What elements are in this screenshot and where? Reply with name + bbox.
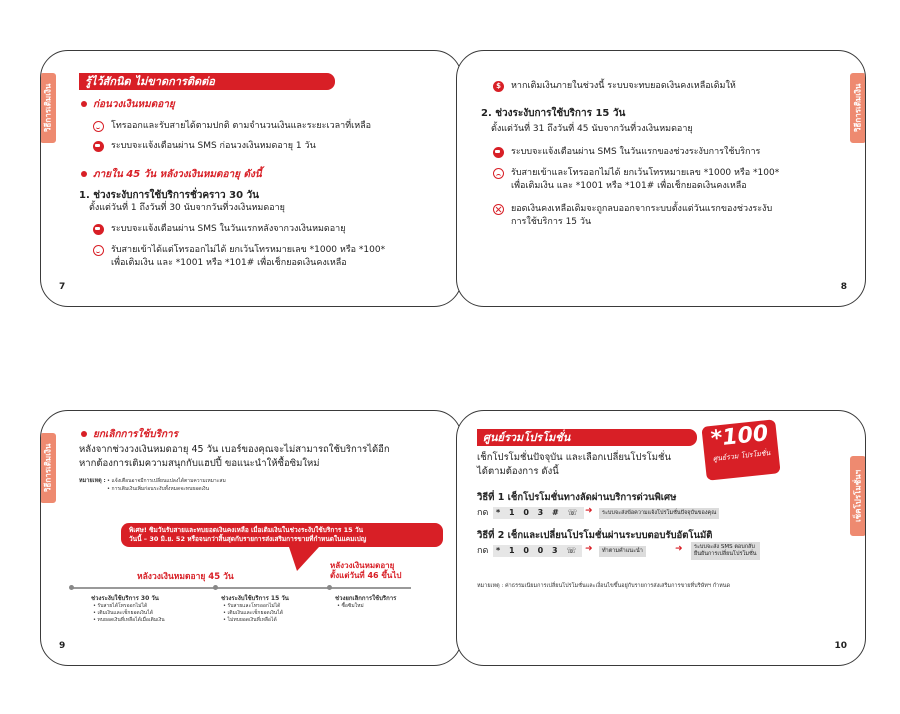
col-title: ช่วงยกเลิกการใช้บริการ	[335, 595, 397, 602]
col-title: ช่วงระงับใช้บริการ 30 วัน	[91, 595, 159, 602]
after-label-line: หลังวงเงินหมดอายุ	[330, 561, 395, 570]
timeline-bar	[71, 587, 411, 589]
note-line: • การเติมเงินเพิ่มก่อนระงับทั้งหมดจะทบยอดเงิน	[107, 486, 210, 492]
info-line: โทรออกและรับสายได้ตามปกติ ตามจำนวนเงินและระยะเวลาที่เหลือ	[111, 121, 372, 131]
col-title: ช่วงระงับใช้บริการ 15 วัน	[221, 595, 289, 602]
info-line: รับสายเข้าและโทรออกไม่ได้ ยกเว้นโทรหมายเลข *1000 หรือ *100*	[511, 168, 780, 178]
info-line: หากเติมเงินภายในช่วงนี้ ระบบจะทบยอดเงินคงเหลือเดิมให้	[511, 81, 736, 91]
press-label: กด	[477, 546, 489, 556]
sms-icon	[493, 147, 504, 158]
side-tab: วิธีการเติมเงิน	[40, 73, 56, 143]
info-line: ระบบจะแจ้งเตือนผ่าน SMS ในวันแรกหลังจากวงเงินหมดอายุ	[111, 224, 346, 234]
section-banner: รู้ไว้สักนิด ไม่ขาดการติดต่อ	[79, 73, 335, 90]
note-line: • แจ้งเตือนอาจมีการเปลี่ยนแปลงได้ตามความเหมาะสม	[107, 478, 226, 484]
promo-logo	[701, 419, 780, 480]
col-item: • ไม่ทบยอดเงินที่เหลือได้	[223, 617, 277, 623]
step-box: ทำตามคำแนะนำ	[599, 546, 646, 557]
arrow-right-icon: ➜	[675, 544, 683, 554]
after-label-line: ตั้งแต่วันที่ 46 ขึ้นไป	[330, 571, 402, 580]
after-label	[330, 561, 401, 581]
side-tab: วิธีการเติมเงิน	[40, 433, 56, 503]
timeline-dot	[69, 585, 74, 590]
item-title: 1. ช่วงระงับการใช้บริการชั่วคราว 30 วัน	[79, 190, 259, 201]
heading-text: ยกเลิกการใช้บริการ	[93, 429, 178, 440]
col-item: • เติมเงินและเช็กยอดเงินได้	[223, 610, 283, 616]
info-line: การใช้บริการ 15 วัน	[511, 217, 592, 227]
press-label: กด	[477, 508, 489, 518]
result-box: ระบบจะส่งข้อความแจ้งโปรโมชั่นปัจจุบันของคุณ	[599, 508, 719, 519]
paragraph: หลังจากช่วงวงเงินหมดอายุ 45 วัน เบอร์ของคุณจะไม่สามารถใช้บริการได้อีก	[79, 444, 390, 455]
dial-code: * 1 0 0 3 ☏	[493, 545, 582, 557]
side-tab: เช็คโปรโมชั่นฯ	[850, 456, 866, 536]
page-number: 9	[59, 641, 66, 651]
page-number: 7	[59, 282, 66, 292]
intro-line: ได้ตามต้องการ ดังนี้	[477, 466, 559, 477]
sms-icon	[93, 141, 104, 152]
smile-icon	[93, 121, 104, 132]
info-line: รับสายเข้าได้แต่โทรออกไม่ได้ ยกเว้นโทรหมายเลข *1000 หรือ *100*	[111, 245, 386, 255]
info-line: เพื่อเติมเงิน และ *1001 หรือ *101# เพื่อเช็กยอดเงินคงเหลือ	[511, 181, 747, 191]
info-line: ระบบจะแจ้งเตือนผ่าน SMS ในวันแรกของช่วงระงับการใช้บริการ	[511, 147, 761, 157]
baht-icon: $	[493, 81, 504, 92]
result-line: ระบบจะส่ง SMS ตอบกลับ	[694, 544, 755, 550]
cancel-icon	[493, 204, 504, 215]
sms-icon	[93, 224, 104, 235]
dial-code: * 1 0 3 # ☏	[493, 507, 584, 519]
arrow-right-icon: ➜	[585, 506, 593, 516]
bullet-dot	[81, 171, 87, 177]
logo-number: *100	[709, 421, 770, 453]
bullet-dot	[81, 431, 87, 437]
col-item: • รับสายและโทรออกไม่ได้	[223, 603, 281, 609]
note-line: หมายเหตุ : ค่าธรรมเนียมการเปลี่ยนโปรโมชั่นและเงื่อนไขขึ้นอยู่กับรายการส่งเสริมการขายที่บริษัทฯ กำหนด	[477, 583, 731, 589]
heading-text: ภายใน 45 วัน หลังวงเงินหมดอายุ ดังนี้	[93, 169, 262, 180]
timeline-dot	[213, 585, 218, 590]
result-box	[691, 542, 760, 560]
callout-tail	[289, 547, 319, 573]
logo-caption: ศูนย์รวม โปรโมชั่น	[712, 448, 771, 463]
method-title: วิธีที่ 1 เช็กโปรโมชั่นทางลัดผ่านบริการด่วนพิเศษ	[477, 492, 677, 503]
page-7	[40, 50, 462, 307]
section-banner: ศูนย์รวมโปรโมชั่น	[477, 429, 697, 446]
page-number: 8	[840, 282, 847, 292]
col-item: • รับสายได้โทรออกไม่ได้	[93, 603, 148, 609]
item-desc: ตั้งแต่วันที่ 31 ถึงวันที่ 45 นับจากวันที่วงเงินหมดอายุ	[491, 124, 693, 134]
col-item: • ทบยอดเงินที่เหลือได้เมื่อเติมเงิน	[93, 617, 165, 623]
page-8	[456, 50, 866, 307]
info-line: ยอดเงินคงเหลือเดิมจะถูกลบออกจากระบบตั้งแต่วันแรกของช่วงระงับ	[511, 204, 773, 214]
info-line: ระบบจะแจ้งเตือนผ่าน SMS ก่อนวงเงินหมดอายุ 1 วัน	[111, 141, 316, 151]
smile-icon	[93, 245, 104, 256]
result-line: ยืนยันการเปลี่ยนโปรโมชั่น	[694, 551, 757, 557]
sad-icon	[493, 168, 504, 179]
section-heading	[81, 97, 175, 112]
promo-line: พิเศษ! ซิมวันรับสายและทบยอดเงินคงเหลือ เมื่อเติมเงินในช่วงระงับใช้บริการ 15 วัน	[129, 526, 364, 534]
item-desc: ตั้งแต่วันที่ 1 ถึงวันที่ 30 นับจากวันที่วงเงินหมดอายุ	[89, 203, 285, 213]
timeline-label: หลังวงเงินหมดอายุ 45 วัน	[137, 572, 234, 582]
page-9	[40, 410, 462, 666]
intro-line: เช็กโปรโมชั่นปัจจุบัน และเลือกเปลี่ยนโปรโมชั่น	[477, 452, 671, 463]
method-title: วิธีที่ 2 เช็กและเปลี่ยนโปรโมชั่นผ่านระบบตอบรับอัตโนมัติ	[477, 530, 713, 541]
page-number: 10	[834, 641, 847, 651]
note-label: หมายเหตุ :	[79, 478, 106, 484]
col-item: • เติมเงินและเช็กยอดเงินได้	[93, 610, 153, 616]
heading-text: ก่อนวงเงินหมดอายุ	[93, 99, 175, 110]
section-heading	[81, 167, 262, 182]
arrow-right-icon: ➜	[585, 544, 593, 554]
page-10	[456, 410, 866, 666]
promo-box	[121, 523, 443, 547]
promo-line: วันนี้ – 30 มิ.ย. 52 หรือจนกว่าสิ้นสุดกับรายการส่งเสริมการขายที่กำหนดในแคมเปญ	[129, 535, 367, 543]
info-line: เพื่อเติมเงิน และ *1001 หรือ *101# เพื่อเช็กยอดเงินคงเหลือ	[111, 258, 347, 268]
col-item: • ซื้อซิมใหม่	[337, 603, 364, 609]
bullet-dot	[81, 101, 87, 107]
timeline-dot	[327, 585, 332, 590]
item-title: 2. ช่วงระงับการใช้บริการ 15 วัน	[481, 108, 626, 119]
section-heading	[81, 427, 178, 442]
paragraph: หากต้องการเติมความสนุกกับแฮปปี้ ขอแนะนำให้ซื้อซิมใหม่	[79, 458, 320, 469]
side-tab: วิธีการเติมเงิน	[850, 73, 866, 143]
